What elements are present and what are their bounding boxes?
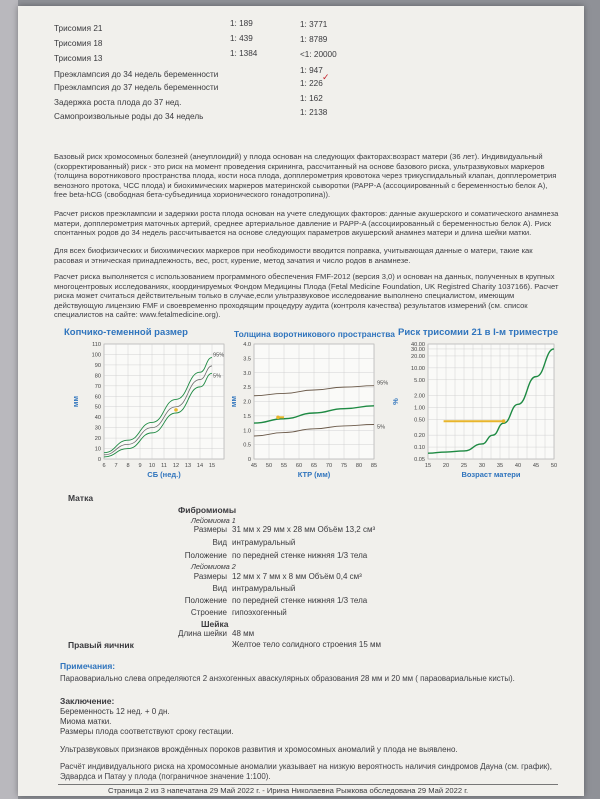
x-tick-label: 50 [265, 463, 273, 469]
paragraph-corrections: Для всех биофизических и биохимических маркеров при необходимости вводится поправка, учитывающая данные о матери, такие как расовая и этническая принадлежность, вес, рост, курение, метод зачатия и число родов в анамнезе. [54, 246, 533, 265]
x-tick-label: 85 [370, 463, 378, 469]
y-tick-label: 100 [91, 352, 101, 359]
x-tick-label: 14 [196, 463, 204, 469]
y-tick-label: 20.00 [411, 353, 425, 360]
m2-type-label: Вид [212, 584, 227, 593]
patient-marker [174, 408, 178, 412]
y-axis-label: мм [229, 395, 238, 408]
conclusion-fetal-size: Размеры плода соответствуют сроку гестации. [60, 727, 234, 736]
x-tick-label: 12 [172, 463, 180, 469]
series-label: 5% [377, 424, 386, 431]
x-tick-label: 40 [514, 463, 522, 469]
risk-corrected-value: <1: 20000 [300, 50, 337, 59]
footer-divider [58, 784, 558, 785]
m2-struct-label: Строение [190, 608, 227, 617]
series-label: 5% [213, 373, 222, 380]
conclusion-myoma: Миома матки. [60, 717, 112, 726]
y-tick-label: 3.5 [243, 356, 251, 363]
chart-crl [70, 336, 230, 484]
y-tick-label: 110 [92, 342, 101, 348]
x-tick-label: 15 [424, 463, 432, 469]
risk-name: Трисомия 13 [54, 54, 103, 63]
m2-pos-label: Положение [184, 596, 227, 605]
y-tick-label: 40.00 [411, 342, 425, 348]
y-tick-label: 0 [97, 457, 101, 463]
fibroids-heading: Фибромиомы [178, 505, 237, 515]
y-tick-label: 10 [94, 446, 101, 453]
y-tick-label: 0.50 [414, 417, 425, 424]
y-tick-label: 0.5 [243, 442, 251, 449]
document-page [18, 6, 584, 796]
x-tick-label: 55 [280, 463, 288, 469]
myoma-1-label: Лейомиома 1 [191, 516, 236, 525]
risk-name: Преэклампсия до 34 недель беременности [54, 70, 219, 79]
y-tick-label: 2.5 [243, 385, 251, 392]
chart-title-crl: Копчико-теменной размер [64, 327, 188, 338]
myoma-2-label: Лейомиома 2 [191, 562, 236, 571]
y-tick-label: 0.05 [414, 457, 425, 463]
m1-type-label: Вид [212, 538, 227, 547]
risk-name: Трисомия 18 [54, 39, 103, 48]
y-tick-label: 90 [94, 362, 101, 369]
m2-size-label: Размеры [193, 572, 227, 581]
risk-name: Преэклампсия до 37 недель беременности [54, 83, 219, 92]
x-tick-label: 60 [295, 463, 303, 469]
x-tick-label: 20 [442, 463, 450, 469]
y-tick-label: 0 [247, 457, 251, 463]
x-tick-label: 11 [161, 463, 167, 469]
x-tick-label: 9 [138, 463, 142, 469]
m1-pos-value: по передней стенке нижняя 1/3 тела [232, 551, 368, 560]
x-axis-label: КТР (мм) [297, 470, 331, 479]
x-tick-label: 30 [478, 463, 486, 469]
y-tick-label: 5.00 [414, 377, 425, 384]
series-label: 95% [377, 380, 389, 387]
m2-type-value: интрамуральный [232, 584, 296, 593]
x-tick-label: 75 [340, 463, 348, 469]
y-tick-label: 0.20 [414, 433, 425, 440]
conclusion-title: Заключение: [60, 696, 115, 706]
x-tick-label: 15 [208, 463, 216, 469]
y-tick-label: 20 [94, 436, 101, 443]
m1-size-label: Размеры [193, 525, 227, 534]
x-tick-label: 45 [250, 463, 258, 469]
section-uterus-title: Матка [68, 493, 94, 503]
series-label: 95% [213, 352, 225, 359]
paragraph-preeclampsia: Расчет рисков преэклампсии и задержки роста плода основан на учете следующих факторов: данные акушерского и соматического анамнеза матери, допплерометрия маточных артерий, среднее артериальное давление и PAPP-A (ассоциированный с беременностью белок А). Риск спонтанных родов до 34 недель рассчитывается на основе следующих параметров акушерский анамнез матери и длина шейки матки. [54, 209, 559, 238]
risk-corrected-value: 1: 2138 [300, 108, 328, 117]
y-tick-label: 2.00 [414, 393, 425, 400]
cervix-length-value: 48 мм [232, 629, 255, 638]
y-axis-label: % [391, 398, 400, 405]
y-tick-label: 10.00 [411, 365, 425, 372]
y-tick-label: 70 [94, 383, 101, 390]
risk-name: Самопроизвольные роды до 34 недель [54, 112, 204, 121]
x-tick-label: 65 [310, 463, 318, 469]
y-tick-label: 4.0 [243, 342, 251, 348]
risk-name: Задержка роста плода до 37 нед. [54, 98, 182, 107]
x-tick-label: 35 [496, 463, 504, 469]
m2-struct-value: гипоэхогенный [232, 608, 287, 617]
m1-pos-label: Положение [184, 551, 227, 560]
risk-base-value: 1: 439 [230, 34, 253, 43]
x-tick-label: 80 [355, 463, 363, 469]
page-footer: Страница 2 из 3 напечатана 29 Май 2022 г. - Ирина Николаевна Рыжкова обследована 29 Май 2022 г. [108, 786, 469, 795]
y-tick-label: 80 [94, 373, 101, 380]
risk-corrected-value: 1: 3771 [300, 20, 328, 29]
y-tick-label: 3.0 [243, 370, 251, 377]
y-axis-label: мм [71, 395, 80, 408]
risk-base-value: 1: 189 [230, 19, 253, 28]
m2-size-value: 12 мм x 7 мм x 8 мм Объём 0,4 см³ [232, 572, 362, 581]
conclusion-no-defects: Ультразвуковых признаков врождённых пороков развития и хромосомных аномалий у плода не выявлено. [60, 745, 458, 754]
patient-marker [502, 419, 506, 423]
x-axis-label: СБ (нед.) [147, 470, 181, 479]
x-tick-label: 25 [460, 463, 468, 469]
conclusion-risk: Расчёт индивидуального риска на хромосомные аномалии указывает на низкую вероятность наличия синдромов Дауна (см. график), Эдвардса и Патау у плода (пограничное значение 1:100). [60, 762, 552, 781]
chart-title-t21: Риск трисомии 21 в I-м триместре [398, 327, 559, 338]
risk-table [18, 6, 584, 156]
y-tick-label: 1.00 [414, 405, 425, 412]
notes-title: Примечания: [60, 661, 116, 671]
x-tick-label: 13 [184, 463, 192, 469]
x-tick-label: 45 [532, 463, 540, 469]
m1-type-value: интрамуральный [232, 538, 296, 547]
y-tick-label: 50 [94, 404, 101, 411]
y-tick-label: 1.5 [243, 413, 251, 420]
risk-base-value: 1: 1384 [230, 49, 258, 58]
cervix-length-label: Длина шейки [178, 629, 227, 638]
x-tick-label: 7 [114, 463, 118, 469]
patient-marker [276, 416, 280, 420]
x-tick-label: 10 [148, 463, 156, 469]
conclusion-gestation: Беременность 12 нед. + 0 дн. [60, 707, 170, 716]
m1-size-value: 31 мм x 29 мм x 28 мм Объём 13,2 см³ [232, 525, 376, 534]
y-tick-label: 40 [94, 415, 101, 422]
paragraph-base-risk: Базовый риск хромосомных болезней (анеуплоидий) у плода основан на следующих факторах:возраст матери (36 лет). Индивидуальный (скорректированный) риск - это риск на момент проведения скрининга, рассчитанный на основе базового риска, ультразвуковых маркеров (толщина воротникового пространства плода, кости носа плода, допплерометрия кровотока через трикуспидальный клапан, допплерометрия венозного протока, ЧСС плода) и биохимических маркеров материнской сыворотки (PAPP-A (ассоциированный с беременностью белок А), free beta-hCG (свободная бета-субъединица хорионического гонадотропина)). [54, 152, 557, 200]
right-ovary-value: Желтое тело солидного строения 15 мм [232, 640, 382, 649]
check-mark-icon: ✓ [322, 72, 330, 82]
y-tick-label: 30 [94, 425, 101, 432]
risk-corrected-value: 1: 162 [300, 94, 323, 103]
risk-corrected-value: 1: 226 [300, 79, 323, 88]
desk-background [0, 0, 18, 799]
paragraph-software: Расчет риска выполняется с использованием программного обеспечения FMF-2012 (версия 3,0) и основан на данных, полученных в крупных многоцентровых исследованиях, координируемых Фондом Медицины Плода (Fetal Medicine Foundation, UK Registred Charity 1037166). Расчет риска может считаться действительным только в случае,если ультразвуковое исследование выполнено специалистом, имеющим действующую лицензию FMF и своевременно проходящим процедуру аудита (контроля качества) результатов измерений (см. список специалистов на сайте: www.fetalmedicine.org). [54, 272, 559, 320]
x-tick-label: 70 [325, 463, 333, 469]
x-tick-label: 50 [550, 463, 558, 469]
m2-pos-value: по передней стенке нижняя 1/3 тела [232, 596, 368, 605]
notes-text: Параовариально слева определяются 2 анэхогенных аваскулярных образования 28 мм и 20 мм ( параовариальные кисты). [60, 674, 515, 683]
y-tick-label: 30.00 [411, 346, 425, 353]
x-tick-label: 6 [102, 463, 106, 469]
x-tick-label: 8 [126, 463, 130, 469]
chart-title-nt: Толщина воротникового пространства [234, 329, 395, 339]
y-tick-label: 2.0 [243, 399, 251, 406]
chart-t21-risk [390, 336, 560, 484]
y-tick-label: 0.10 [414, 445, 425, 452]
x-axis-label: Возраст матери [461, 470, 521, 479]
risk-corrected-value: 1: 947 [300, 66, 323, 75]
risk-corrected-value: 1: 8789 [300, 35, 328, 44]
chart-nt [230, 336, 398, 484]
y-tick-label: 1.0 [243, 428, 251, 435]
y-tick-label: 60 [94, 394, 101, 401]
risk-name: Трисомия 21 [54, 24, 103, 33]
right-ovary-label: Правый яичник [68, 640, 134, 650]
cervix-heading: Шейка [201, 619, 229, 629]
